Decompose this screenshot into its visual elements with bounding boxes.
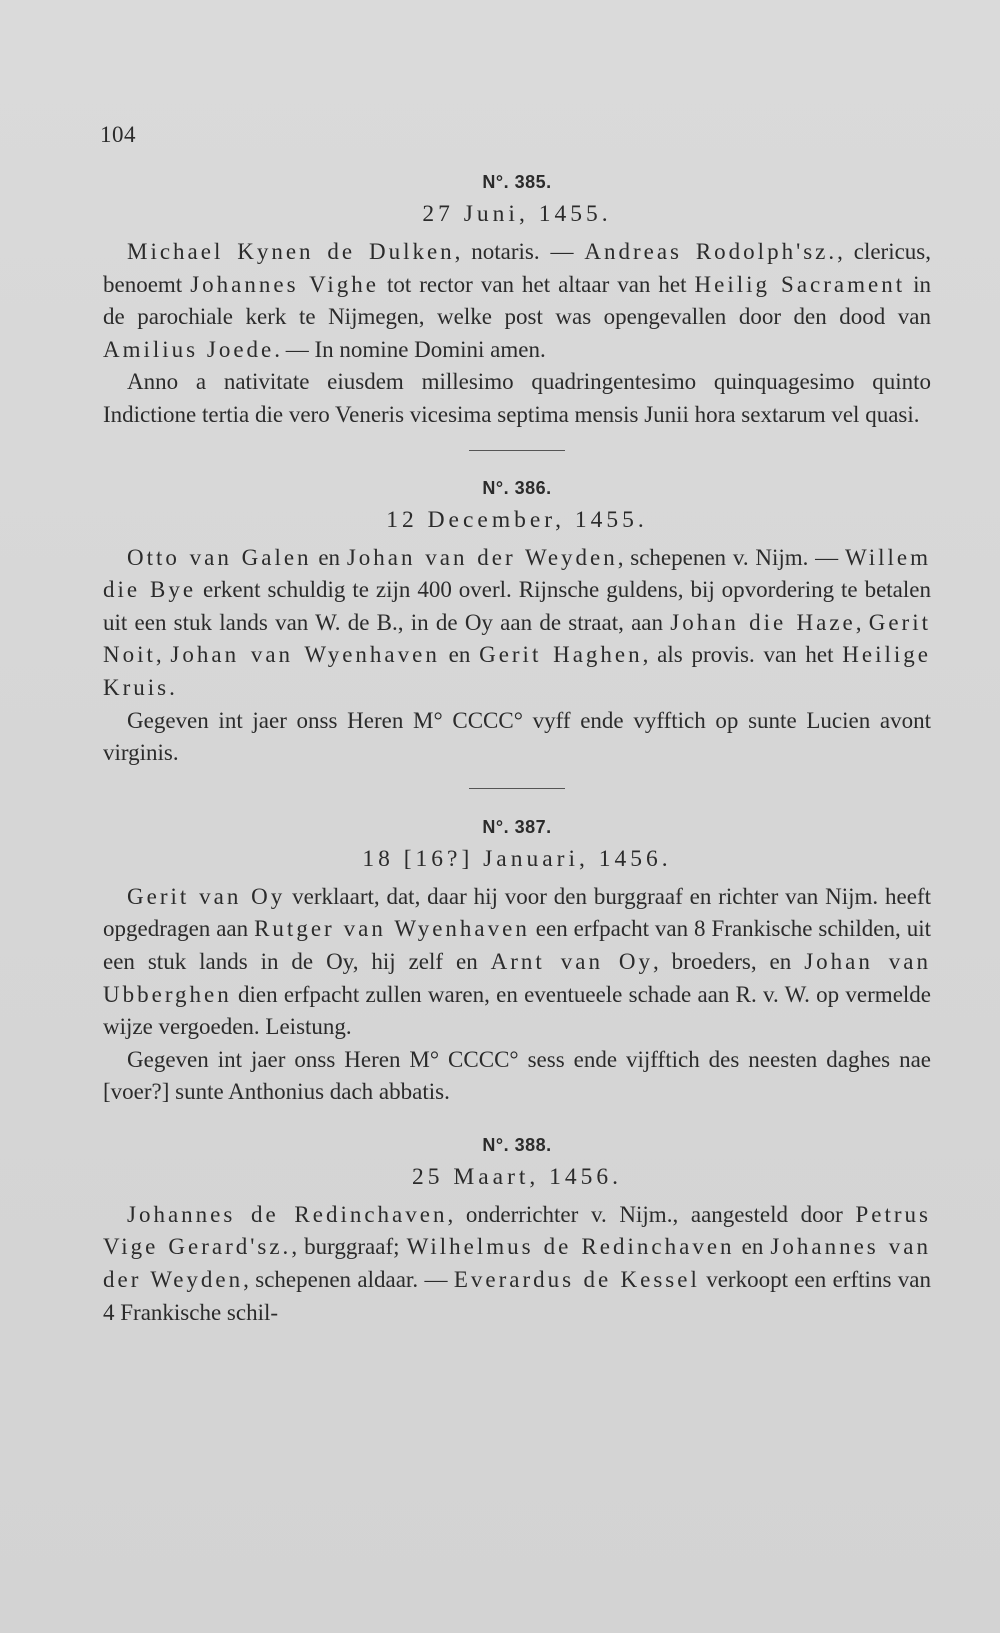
text-run: , clericus, benoemt [103,239,931,297]
entry-summary-paragraph [103,881,931,1044]
entry-summary-paragraph [103,542,931,705]
person-name: Johan die Haze [670,609,856,635]
text-run: , [855,609,869,635]
person-name: Wilhelmus de Redinchaven [406,1234,735,1260]
entry-number: N°. 385. [482,172,552,192]
text-run: , notaris. — [454,239,585,264]
entry-latin-dating-paragraph [103,366,931,431]
person-name: Johan van Wyenhaven [170,642,440,668]
text-run: , als provis. van het [642,642,843,668]
section-divider [469,788,565,789]
text-run: in de parochiale kerk te Nijmegen, welke post was opengevallen door den dood van [103,271,932,330]
text-run: Anno a nativitate eiusdem millesimo quadringentesimo quinquagesimo quinto Indictione tertia die vero Veneris vicesima septima mensis Junii hora sextarum vel quasi. [103,369,931,427]
person-name: Petrus Vige Gerard'sz. [103,1201,931,1260]
person-name: Johan van Ubberghen [103,948,932,1007]
text-run: Gegeven int jaer onss Heren M° CCCC° sess ende vijfftich des neesten daghes nae [voer?] sunte Anthonius dach abbatis. [103,1046,931,1105]
text-run: verkoopt een erftins van 4 Frankische schil- [103,1267,931,1325]
text-run: en [439,642,480,668]
person-name: Otto van Galen [127,544,312,570]
entry-number: N°. 387. [482,816,552,837]
text-run: , [155,642,171,668]
person-name: Johannes Vighe [190,271,379,297]
text-run: , schepenen aldaar. — [243,1267,454,1293]
charter-entry-385 [103,172,931,432]
person-name: Johannes de Redinchaven [127,1201,448,1227]
text-run: tot rector van het altaar van het [378,271,695,297]
person-name: Amilius Joede [103,336,275,362]
entry-number: N°. 386. [482,477,552,498]
entry-date: 12 December, 1455. [386,506,648,533]
person-name: Everardus de Kessel [453,1267,700,1293]
document-body [103,172,931,1329]
entry-summary-paragraph [103,236,931,366]
entry-dating-paragraph [103,705,931,770]
text-run: en [311,544,347,570]
entry-date: 25 Maart, 1456. [411,1163,623,1190]
text-run: , burggraaf; [291,1234,407,1260]
person-name: Michael Kynen de Dulken [127,239,455,264]
entry-dating-paragraph [103,1044,931,1109]
text-run: erkent schuldig te zijn 400 overl. Rijnsche guldens, bij opvordering te betalen uit een stuk lands van W. de B., in de Oy aan de straat, aan [103,577,931,635]
text-run: , broeders, en [653,948,805,974]
person-name: Heilige Kruis [103,642,931,700]
text-run: een erfpacht van 8 Frankische schilden, uit een stuk lands in de Oy, hij zelf en [103,916,931,974]
text-run: . — In nomine Domini amen. [274,336,546,362]
person-name: Rutger van Wyenhaven [254,916,530,942]
entry-summary-paragraph [103,1199,931,1329]
person-name: Willem die Bye [103,544,931,603]
text-run: Gegeven int jaer onss Heren M° CCCC° vyff ende vyfftich op sunte Lucien avont virginis. [103,707,931,766]
person-name: Johannes van der Weyden [103,1234,932,1293]
text-run: . [169,674,175,700]
person-name: Johan van der Weyden [346,544,618,570]
section-divider [469,450,565,451]
entry-date: 27 Juni, 1455. [422,201,612,227]
person-name: Gerit van Oy [127,883,286,909]
entry-date: 18 [16?] Januari, 1456. [362,845,672,872]
person-name: Andreas Rodolph'sz. [584,239,838,264]
person-name: Arnt van Oy [490,948,653,974]
person-name: Gerit Noit [103,609,931,668]
text-run: , schepenen v. Nijm. — [617,544,845,570]
text-run: dien erfpacht zullen waren, en eventueele schade aan R. v. W. op vermelde wijze vergoeden. Leistung. [103,981,931,1040]
charter-entry-388 [103,1135,931,1329]
text-run: verklaart, dat, daar hij voor den burggraaf en richter van Nijm. heeft opgedragen aan [103,883,931,942]
page-number: 104 [100,122,136,147]
entry-number: N°. 388. [482,1134,552,1155]
person-name: Heilig Sacrament [694,271,906,297]
person-name: Gerit Haghen [479,642,643,668]
charter-entry-386 [103,478,931,770]
text-run: , onderrichter v. Nijm., aangesteld door [447,1201,856,1227]
text-run: en [734,1234,771,1260]
charter-entry-387 [103,817,931,1109]
